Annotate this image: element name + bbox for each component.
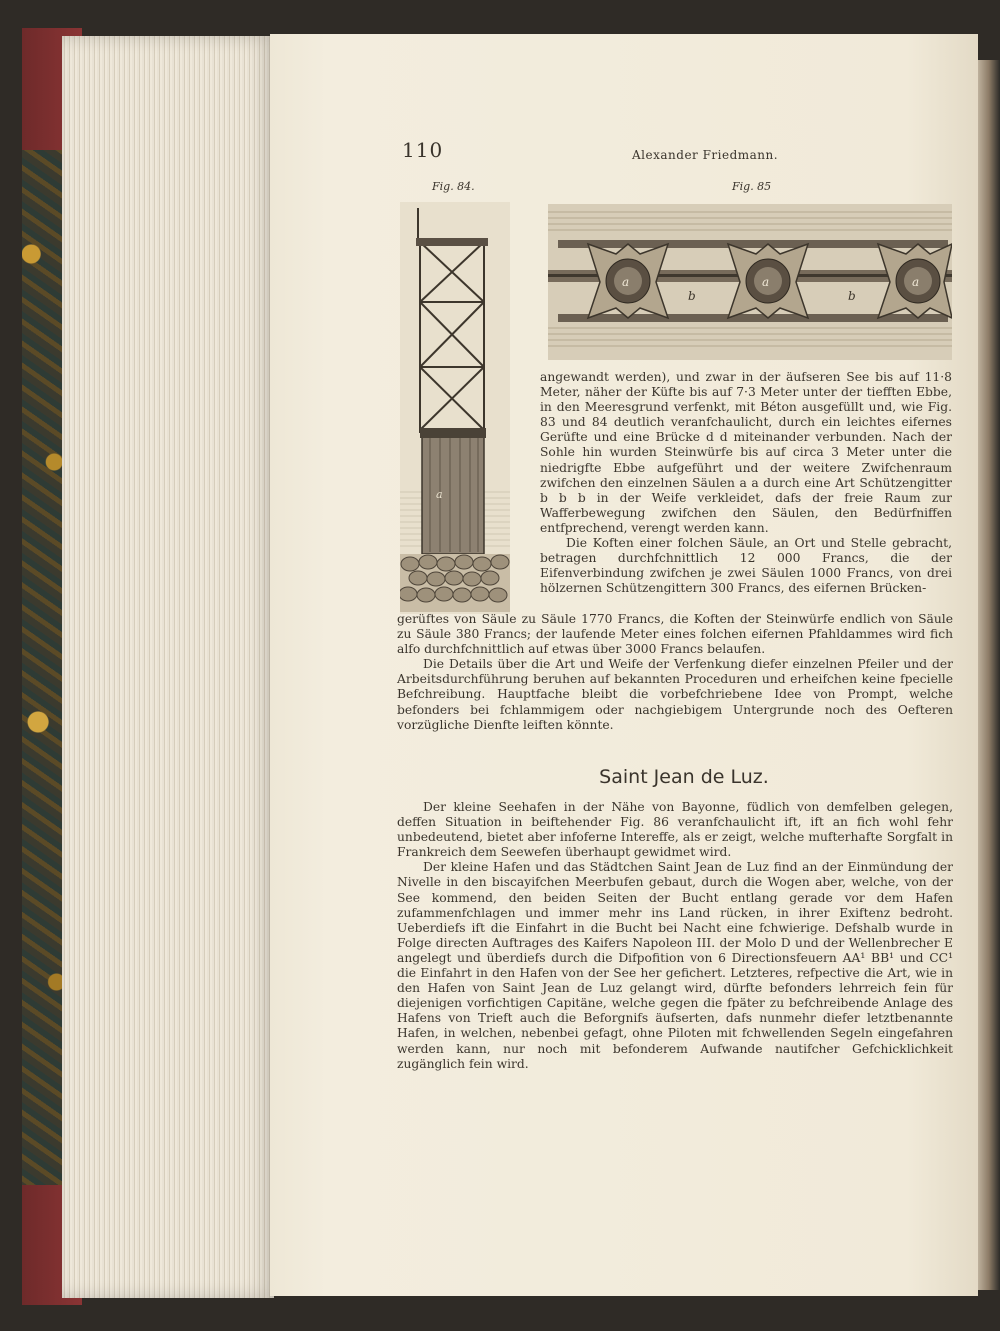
paragraph-5: Der kleine Hafen und das Städtchen Saint Jean de Luz find an der Einmündung der Nivelle in den biscayifchen Meerbufen gebaut, durch die Wogen aber, welche, von der See kommend, den beiden Seiten der Bucht entlang gerade vor dem Hafen zufammenfchlagen und immer mehr ins Land rücken, in ihrer Exiftenz bedroht. Ueberdiefs ift die Einfahrt in die Bucht bei Nacht eine fchwierige. Defshalb wurde in Folge directen Auftrages des Kaifers Napoleon III. der Molo D und der Wellenbrecher E angelegt und überdiefs durch die Difpofition von 6 Directionsfeuern AA¹ BB¹ und CC¹ die Einfahrt in den Hafen von der See her gefichert. Letzteres, refpective die Art, wie in den Hafen von Saint Jean de Luz gelangt wird, dürfte befonders lehrreich fein für diejenigen vorfichtigen Capitäne, welche gegen die fpäter zu befchreibende Anlage des Hafens von Trieft auch die Beforgnifs äufserten, dafs nunmehr diefer letztbenannte Hafen, in welchen, nebenbei gefagt, ohne Piloten mit fchwellenden Segeln eingefahren werden kann, nur noch mit befonderem Aufwande nautifcher Gefchicklichkeit zugänglich fein wird. [397,860,953,1071]
paragraph-3: Die Details über die Art und Weife der Verfenkung diefer einzelnen Pfeiler und der Arbeitsdurchführung beruhen auf bekannten Proceduren und erheifchen keine fpecielle Befchreibung. Hauptfache bleibt die vorbefchriebene Idee von Prompt, welche befonders bei fchlammigem oder nachgiebigem Untergrunde noch des Oefteren vorzügliche Dienfte leiften könnte. [397,657,953,732]
text-block-beside-figure [540,370,952,596]
page-edges [62,36,274,1298]
page-number: 110 [402,138,444,162]
paragraph-1: angewandt werden), und zwar in der äufseren See bis auf 11·8 Meter, näher der Küfte bis auf 7·3 Meter unter der tiefften Ebbe, in den Meeresgrund verfenkt, mit Béton ausgefüllt und, wie Fig. 83 und 84 deutlich veranfchaulicht, durch ein leichtes eifernes Gerüfte und eine Brücke d d miteinander verbunden. Nach der Sohle hin wurden Steinwürfe bis auf circa 3 Meter unter die niedrigfte Ebbe aufgeführt und der weitere Zwifchenraum zwifchen den einzelnen Säulen a a durch eine Art Schützengitter b b b in der Weife verkleidet, dafs der freie Raum zur Wafferbewegung zwifchen den Säulen, den Bedürfniffen entfprechend, verengt werden kann. [540,370,952,535]
fig85-label-a1: a [622,275,630,289]
fig85-plan-illustration [548,204,952,360]
fig85-label-b2: b [848,289,856,303]
fig85-label-a2: a [762,275,770,289]
fig85-label-b1: b [688,289,696,303]
text-block-full-width [397,612,953,733]
paragraph-2a: Die Koften einer folchen Säule, an Ort und Stelle gebracht, betragen durchfchnittlich 12 000 Francs, die der Eifenverbindung zwifchen je zwei Säulen 1000 Francs, von drei hölzernen Schützengittern 300 Francs, des eifernen Brücken- [540,536,952,596]
fig85-label-a3: a [912,275,920,289]
running-header: Alexander Friedmann. [632,148,779,162]
fig84-label-a: a [436,488,443,501]
paragraph-2b: gerüftes von Säule zu Säule 1770 Francs, die Koften der Steinwürfe endlich von Säule zu Säule 380 Francs; der laufende Meter eines folchen eifernen Pfahldammes wird fich alfo durchfchnittlich auf etwas über 3000 Francs belaufen. [397,612,953,657]
fig84-column-illustration [400,202,510,614]
paragraph-4: Der kleine Seehafen in der Nähe von Bayonne, füdlich von demfelben gelegen, deffen Situation in beiftehender Fig. 86 veranfchaulicht ift, ift an fich wohl fehr unbedeutend, bietet aber infoferne Intereffe, als er zeigt, welche mufterhafte Sorgfalt in Frankreich dem Seewefen überhaupt gewidmet wird. [397,800,953,860]
fig84-caption: Fig. 84. [432,180,475,193]
section-title: Saint Jean de Luz. [599,766,769,788]
fig85-caption: Fig. 85 [732,180,772,193]
text-block-section [397,800,953,1072]
